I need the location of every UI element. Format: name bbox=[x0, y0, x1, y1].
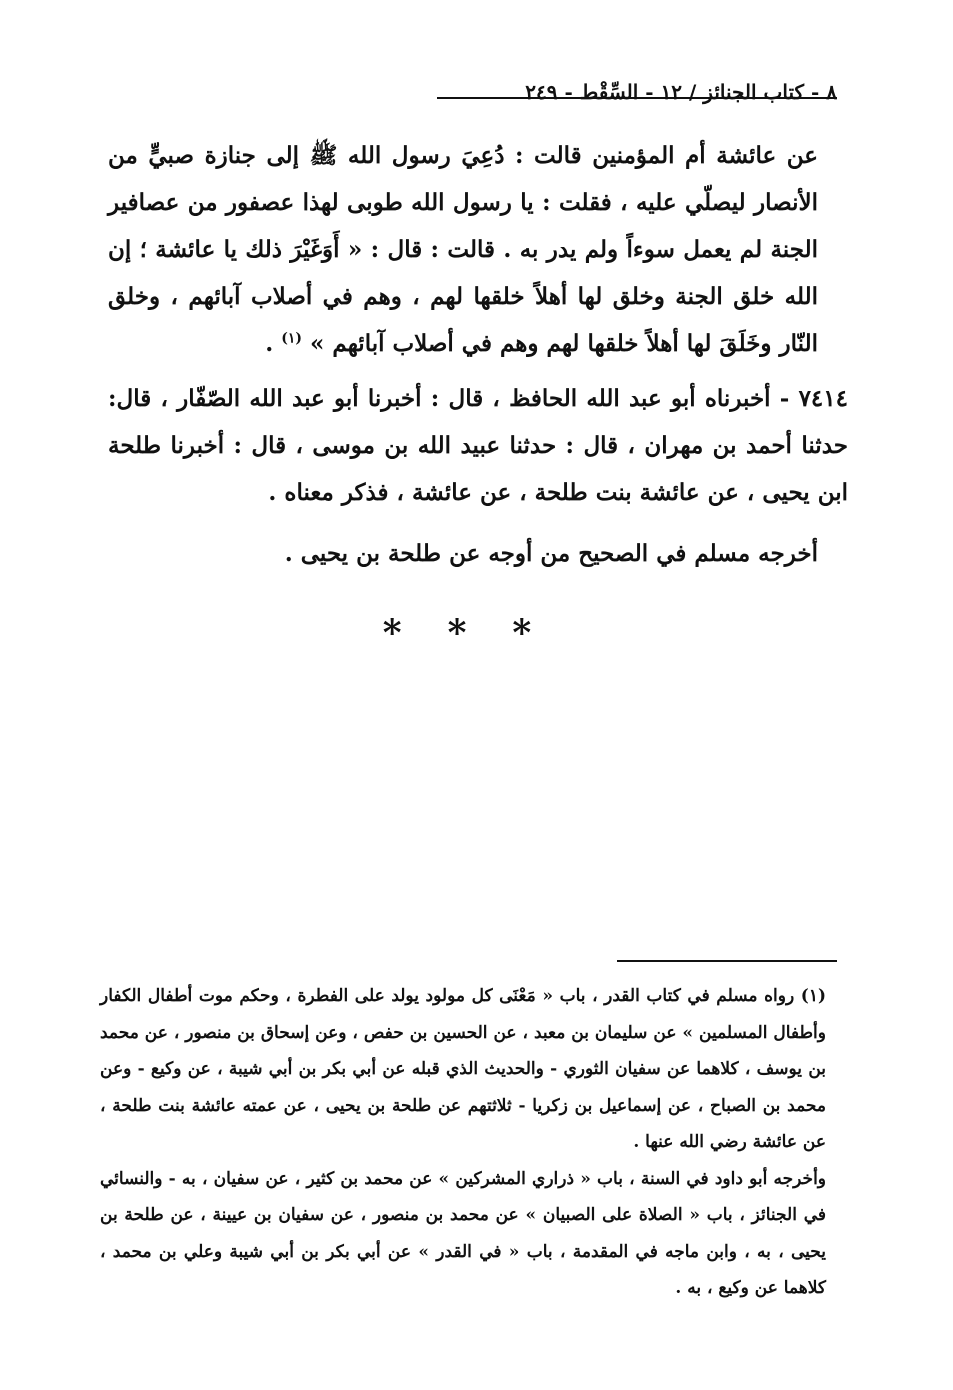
page-header bbox=[112, 74, 837, 114]
footnote-rule bbox=[617, 960, 837, 962]
hadith-end: . bbox=[265, 330, 282, 357]
hadith-text: عن عائشة أم المؤمنين قالت : دُعِيَ رسول الله ﷺ إلى جنازة صبيٍّ من الأنصار ليصلّي عليه ، فقلت : يا رسول الله طوبى لهذا عصفور من عصافير الجنة لم يعمل سوءاً ولم يدر به . قالت : قال : « أَوَغَيْرَ ذلك يا عائشة ؛ إن الله خلق الجنة وخلق لها أهلاً خلقها لهم ، وهم في أصلاب آبائهم ، وخلق النّار وخَلَقَ لها أهلاً خلقها لهم وهم في أصلاب آبائهم » bbox=[108, 142, 818, 357]
section-separator: *** bbox=[382, 612, 578, 654]
footnote-1-continued: وأخرجه أبو داود في السنة ، باب « ذراري المشركين » عن محمد بن كثير ، عن سفيان ، به - والنسائي في الجنائز ، باب « الصلاة على الصبيان » عن محمد بن منصور ، عن سفيان بن عيينة ، عن طلحة بن يحيى ، به ، وابن ماجه في المقدمة ، باب « في القدر » عن أبي بكر بن أبي شيبة وعلي بن محمد ، كلاهما عن وكيع ، به . bbox=[100, 1168, 826, 1298]
isnad-paragraph: ٧٤١٤ - أخبرناه أبو عبد الله الحافظ ، قال : أخبرنا أبو عبد الله الصّفّار ، قال: حدثنا أحمد بن مهران ، قال : حدثنا عبيد الله بن موسى ، قال : أخبرنا طلحة ابن يحيى ، عن عائشة بنت طلحة ، عن عائشة ، فذكر معناه . bbox=[108, 385, 848, 506]
footnote-1: (١) رواه مسلم في كتاب القدر ، باب « مَعْنَى كل مولود يولد على الفطرة ، وحكم موت أطفال الكفار وأطفال المسلمين » عن سليمان بن معبد ، عن الحسين بن حفص ، وعن إسحاق بن منصور ، عن محمد بن يوسف ، كلاهما عن سفيان الثوري - والحديث الذي قبله عن أبي بكر بن أبي شيبة ، عن وكيع - وعن محمد بن الصباح ، عن إسماعيل بن زكريا - ثلاثتهم عن طلحة بن يحيى ، عن عمته عائشة بنت طلحة ، عن عائشة رضي الله عنها . bbox=[100, 986, 826, 1152]
running-title: ٨ - كتاب الجنائز / ١٢ - السِّقْط - ٢٤٩ bbox=[525, 80, 837, 104]
footnote-ref: (١) bbox=[281, 330, 302, 347]
main-text bbox=[108, 132, 848, 577]
footnotes bbox=[100, 978, 848, 1307]
header-rule bbox=[437, 97, 837, 99]
hadith-paragraph bbox=[108, 132, 848, 367]
takhrij-paragraph: أخرجه مسلم في الصحيح من أوجه عن طلحة بن يحيى . bbox=[284, 540, 818, 567]
